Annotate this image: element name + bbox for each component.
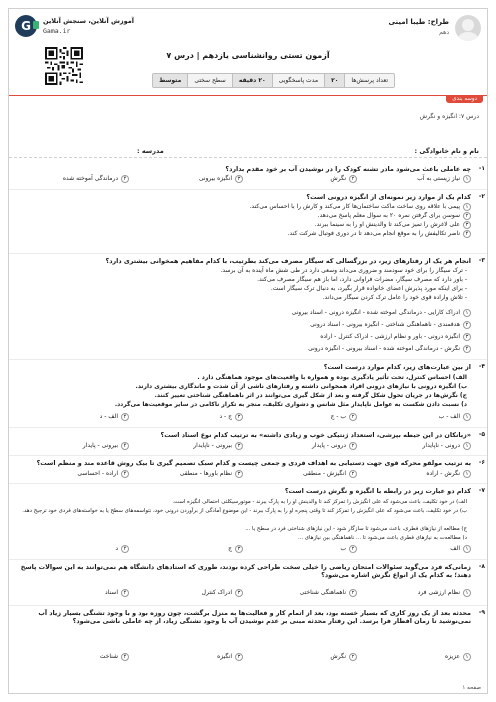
option-badge: ۱ bbox=[463, 413, 471, 421]
option-badge: ۳ bbox=[235, 442, 243, 450]
exam-page bbox=[8, 8, 488, 694]
option-4[interactable] bbox=[15, 589, 129, 597]
option-text: انگیزش - منطقی bbox=[302, 470, 346, 477]
option-4[interactable] bbox=[15, 230, 471, 239]
option-text: اراده - احساسی bbox=[77, 470, 118, 477]
divider bbox=[9, 483, 487, 484]
question-number: ۷- bbox=[478, 487, 485, 494]
option-text: نظام ارزشی فرد bbox=[417, 589, 460, 596]
option-badge: ۳ bbox=[235, 470, 243, 478]
option-badge: ۳ bbox=[235, 653, 243, 661]
divider bbox=[9, 253, 487, 254]
option-3[interactable] bbox=[15, 221, 471, 230]
option-3[interactable] bbox=[129, 442, 243, 450]
question-stem: کدام دو عبارت زیر در رابطه با انگیزه و نگرش درست است؟ bbox=[284, 487, 471, 495]
option-1[interactable] bbox=[15, 309, 471, 321]
statement: الف) در خود تکلیف، باعث می‌شود که علی انگیزش را تمرکز کند تا والدینش او را به پارک ببرند - موتورسیکلتی احتمالی انگیزه است. bbox=[172, 499, 467, 505]
options-row bbox=[15, 545, 471, 553]
option-text: نیاز زیستی به آب bbox=[417, 175, 460, 182]
info-label-difficulty: سطح سختی bbox=[187, 74, 231, 87]
option-badge: ۲ bbox=[349, 442, 357, 450]
option-badge: ۳ bbox=[235, 545, 243, 553]
question-number: ۵- bbox=[478, 431, 485, 438]
option-text: ج - د bbox=[219, 413, 232, 420]
option-badge: ۴ bbox=[121, 545, 129, 553]
statement: ب) در خود تکلیف، باعث می‌شود که علی انگیزش را تمرکز کند تا وقتی پنجره او را به پارک ببرند - این موضوع آمادگی از برآوردن درونی خود، نتواسمه‌های سطح یا به خواسته‌های فردی خود ترجیح دهد. bbox=[22, 508, 467, 514]
option-badge: ۳ bbox=[463, 221, 471, 229]
option-badge: ۴ bbox=[121, 653, 129, 661]
option-text: نگرش bbox=[330, 653, 346, 660]
question-stem: کدام یک از موارد زیر نمونه‌ای از انگیزه درونی است؟ bbox=[306, 193, 471, 201]
question-8 bbox=[9, 563, 487, 603]
option-4[interactable] bbox=[15, 653, 129, 661]
option-text: نگرش bbox=[330, 175, 346, 182]
option-text: نظام باورها - منطقی bbox=[179, 470, 232, 477]
section-subtitle: درس ۷: انگیزه و نگرش bbox=[419, 113, 479, 120]
option-badge: ۳ bbox=[235, 175, 243, 183]
statement: ج) نگرش‌ها در جریان تحول شکل گرفته و بعد از شکل گیری می‌توانند در اثر ناهماهنگی شناختی تغییر کنند. bbox=[154, 392, 467, 399]
question-stem: انجام هر یک از رفتارهای زیر، در بزرگسالی که سیگار مصرف می‌کند بطرتیب، با کدام مفاهیم همخوانی بیشتری دارد؟ bbox=[105, 257, 471, 265]
student-info-line bbox=[17, 147, 479, 155]
option-text: انگیزه بیرونی bbox=[198, 175, 232, 182]
option-badge: ۱ bbox=[463, 203, 471, 211]
option-badge: ۲ bbox=[349, 589, 357, 597]
statement: ب) انگیزه درونی با نیازهای درونی افراد همخوانی داشته و رفتارهای ناشی از آن شدت و ماندگاری بیشتری دارند. bbox=[135, 383, 467, 390]
options-column bbox=[15, 309, 471, 357]
options-row bbox=[15, 413, 471, 421]
option-4[interactable] bbox=[15, 470, 129, 478]
question-number: ۱- bbox=[478, 165, 485, 172]
option-text: ادراک کنترل bbox=[201, 589, 232, 596]
option-text: بیرونی - پایدار bbox=[82, 442, 118, 449]
option-text: پیمی با علاقه روی ساخت ماکت ساختمان‌ها کار می‌کند و کارش را با احساس می‌کند. bbox=[249, 203, 460, 210]
option-2[interactable] bbox=[243, 545, 357, 553]
statement: د) مطالعه‌ت به نیازهای فطری باعث می‌شود تا ... ناهماهنگی بین نیازهای ... bbox=[297, 535, 467, 541]
question-number: ۶- bbox=[478, 459, 485, 466]
option-badge: ۴ bbox=[463, 345, 471, 353]
info-value-questions: ۲۰ bbox=[324, 74, 344, 87]
option-badge: ۴ bbox=[121, 442, 129, 450]
student-name-label: نام و نام خانوادگی : bbox=[414, 147, 479, 155]
option-text: درماندگی آموخته شده bbox=[62, 175, 118, 182]
option-text: نگرش - درماندگی آموخته شده - اسناد بیرونی - انگیزه درونی bbox=[308, 345, 460, 352]
question-stem: چه عاملی باعث می‌شود مادر تشنه کودک را در نوشیدن آب بر خود مقدم بدارد؟ bbox=[225, 165, 471, 173]
statement: ج) مطالعه از نیازهای فطری، باعث می‌شود تا سازگار شود - این نیازهای شناختی فرد در سطح یا ... bbox=[245, 526, 467, 532]
option-2[interactable] bbox=[243, 442, 357, 450]
page-number: صفحه ۱ bbox=[462, 685, 481, 691]
statement: د) نسبت دادن شکست به عوامل ناپایدار مثل شانس و دشواری تکلیف، منجر به تکرار ناکامی در سایر موقعیت‌ها می‌گردد. bbox=[114, 401, 467, 408]
options-row bbox=[15, 653, 471, 661]
option-text: ادراک کارایی - درماندگی آموخته شده - انگیزه درونی - اسناد بیرونی bbox=[291, 309, 460, 316]
options-column bbox=[15, 203, 471, 239]
option-badge: ۲ bbox=[349, 175, 357, 183]
option-badge: ۳ bbox=[463, 333, 471, 341]
option-badge: ۳ bbox=[235, 589, 243, 597]
question-1 bbox=[9, 165, 487, 187]
question-stem: «زبانکان در این حیطه بپزشی، استعداد ژنتیکی خوب و زیادی داشته» به ترتیب کدام نوع اسناد است؟ bbox=[160, 431, 471, 439]
statement: الف) احساس کنترل، تحت تأثیر یادگیری بوده و همواره با واقعیت‌های موجود هماهنگی دارد . bbox=[197, 374, 467, 381]
section-bar bbox=[9, 95, 487, 103]
question-4 bbox=[9, 363, 487, 433]
option-text: علی لاغرش را تمیز می‌کند تا والدینش او را به سینما ببرند. bbox=[314, 221, 460, 228]
option-3[interactable] bbox=[129, 175, 243, 183]
option-2[interactable] bbox=[243, 653, 357, 661]
question-2 bbox=[9, 193, 487, 249]
option-badge: ۲ bbox=[349, 413, 357, 421]
question-number: ۳- bbox=[478, 257, 485, 264]
site-logo: G bbox=[15, 15, 37, 37]
question-stem: زمانی‌که فرد می‌گوید سئوالات امتحان ریاضی را خیلی سخت طراحی کرده بودند، طوری که استادهای دانشگاه هم نمی‌توانند به این سوالات پاسخ دهند؛ به کدام یک از انواع نگرش اشاره می‌شود؟ bbox=[20, 563, 471, 580]
option-badge: ۴ bbox=[121, 470, 129, 478]
option-1[interactable] bbox=[357, 589, 471, 597]
option-text: نگرش - اراده bbox=[426, 470, 460, 477]
option-text: سوسن برای گرفتن نمره ۲۰ به سوال معلم پاسخ می‌دهد. bbox=[317, 212, 460, 219]
avatar bbox=[455, 15, 481, 41]
option-text: ب bbox=[340, 545, 346, 552]
option-1[interactable] bbox=[357, 413, 471, 421]
option-text: هدفمندی - ناهماهنگی شناختی - انگیزه بیرونی - اسناد درونی bbox=[310, 321, 460, 328]
option-badge: ۲ bbox=[463, 321, 471, 329]
question-number: ۸- bbox=[478, 563, 485, 570]
grade-label: دهم bbox=[439, 29, 449, 36]
site-name: آموزش آنلاین، سنجش آنلاین bbox=[43, 17, 135, 25]
option-2[interactable] bbox=[243, 589, 357, 597]
exam-header bbox=[9, 9, 487, 91]
info-label-questions: تعداد پرسش‌ها bbox=[344, 74, 394, 87]
question-number: ۴- bbox=[478, 363, 485, 370]
option-badge: ۱ bbox=[463, 309, 471, 317]
option-text: اسناد bbox=[104, 589, 118, 596]
options-row bbox=[15, 589, 471, 597]
statement: - برای اینکه مورد پذیرش اعضای خانواده قرار بگیرد، به دنبال ترک سیگار است. bbox=[270, 285, 467, 292]
option-text: انگیزه bbox=[217, 653, 232, 660]
school-label: مدرسه : bbox=[137, 147, 164, 155]
option-badge: ۴ bbox=[121, 413, 129, 421]
option-badge: ۱ bbox=[463, 470, 471, 478]
option-3[interactable] bbox=[129, 545, 243, 553]
option-badge: ۱ bbox=[463, 545, 471, 553]
option-badge: ۱ bbox=[463, 589, 471, 597]
divider bbox=[9, 157, 487, 158]
question-7 bbox=[9, 487, 487, 569]
option-text: انگیزه درونی - باور و نظام ارزشی - ادراک کنترل - اراده bbox=[320, 333, 460, 340]
option-2[interactable] bbox=[15, 321, 471, 333]
question-5 bbox=[9, 431, 487, 453]
option-badge: ۲ bbox=[349, 653, 357, 661]
option-4[interactable] bbox=[15, 345, 471, 357]
option-text: درونی - پایدار bbox=[312, 442, 346, 449]
question-stem: محدثه بعد از یک روز کاری که بسیار خسته بود، بعد از اتمام کار و فعالیت‌ها به منزل برگشت، چون روزه بود و با وجود تشنگی بسیار زیاد آب نمی‌نوشید تا زمان افطار فرا برسد. این رفتار محدثه مبنی بر عدم نوشیدن آب با وجود تشنگی زیاد، از چه عاملی ناشی می‌شود؟ bbox=[38, 609, 471, 626]
divider bbox=[9, 189, 487, 190]
option-text: د bbox=[115, 545, 118, 552]
divider bbox=[9, 455, 487, 456]
question-stem: به ترتیب مولفو محرکه قوی جهت دستیابی به اهداف فردی و جمعی چیست و کدام سبک تصمیم گیری تا بیک روش قاعده مند و منظم است؟ bbox=[36, 459, 471, 467]
divider bbox=[9, 559, 487, 560]
question-number: ۹- bbox=[478, 609, 485, 616]
option-text: عزیزه bbox=[444, 653, 460, 660]
exam-title: آزمون تستی روانشناسی یازدهم | درس ۷ bbox=[166, 51, 330, 60]
question-stem: از بین عبارت‌های زیر، کدام موارد درست است؟ bbox=[323, 363, 471, 371]
statement: - باور دارد که مصرف سیگار، مضرات فراوانی دارد، اما باز هم سیگار مصرف می‌کند. bbox=[257, 276, 467, 283]
divider bbox=[9, 359, 487, 360]
option-text: الف - د bbox=[99, 413, 118, 420]
option-3[interactable] bbox=[129, 470, 243, 478]
option-badge: ۲ bbox=[463, 212, 471, 220]
option-text: ناهماهنگی شناختی bbox=[299, 589, 346, 596]
info-label-duration: مدت پاسخگویی bbox=[272, 74, 324, 87]
option-2[interactable] bbox=[15, 212, 471, 221]
option-3[interactable] bbox=[129, 589, 243, 597]
option-3[interactable] bbox=[129, 413, 243, 421]
option-badge: ۴ bbox=[121, 175, 129, 183]
option-1[interactable] bbox=[357, 470, 471, 478]
site-url: Gama.ir bbox=[43, 27, 71, 35]
info-value-difficulty: متوسط bbox=[153, 74, 187, 87]
option-1[interactable] bbox=[357, 653, 471, 661]
option-4[interactable] bbox=[15, 413, 129, 421]
option-2[interactable] bbox=[243, 175, 357, 183]
designer-name: طراح: طیبا امینی bbox=[388, 18, 449, 26]
divider bbox=[9, 605, 487, 606]
option-text: ناصر تکالیفش را به موقع انجام می‌دهد تا در دوری فوتبال شرکت کند. bbox=[287, 230, 460, 237]
options-row bbox=[15, 175, 471, 183]
statement: - ترک سیگار را برای خود سودمند و ضروری می‌داند وسعی دارد در طی شش ماه آینده به آن برسد. bbox=[220, 267, 467, 274]
question-9 bbox=[9, 609, 487, 665]
option-text: الف bbox=[450, 545, 460, 552]
statement: - تلاش واراده قوی خود را عامل ترک کردن سیگار می‌داند. bbox=[322, 294, 467, 301]
option-2[interactable] bbox=[243, 470, 357, 478]
option-badge: ۳ bbox=[235, 413, 243, 421]
option-1[interactable] bbox=[357, 442, 471, 450]
option-badge: ۲ bbox=[349, 470, 357, 478]
option-3[interactable] bbox=[15, 333, 471, 345]
info-value-duration: ۲۰ دقیقه bbox=[232, 74, 272, 87]
option-badge: ۴ bbox=[463, 230, 471, 238]
options-row bbox=[15, 470, 471, 478]
question-number: ۲- bbox=[478, 193, 485, 200]
option-badge: ۱ bbox=[463, 442, 471, 450]
question-6 bbox=[9, 459, 487, 481]
option-1[interactable] bbox=[357, 545, 471, 553]
option-text: شناخت bbox=[99, 653, 118, 660]
exam-info-table bbox=[152, 73, 395, 88]
option-2[interactable] bbox=[243, 413, 357, 421]
option-3[interactable] bbox=[129, 653, 243, 661]
option-4[interactable] bbox=[15, 175, 129, 183]
option-text: الف - ب bbox=[438, 413, 460, 420]
option-badge: ۱ bbox=[463, 175, 471, 183]
option-text: ج bbox=[228, 545, 232, 552]
option-badge: ۲ bbox=[349, 545, 357, 553]
options-row bbox=[15, 442, 471, 450]
option-1[interactable] bbox=[357, 175, 471, 183]
option-badge: ۴ bbox=[121, 589, 129, 597]
section-tag: دوسه بندی bbox=[446, 95, 483, 103]
option-4[interactable] bbox=[15, 545, 129, 553]
option-text: درونی - ناپایدار bbox=[422, 442, 460, 449]
option-4[interactable] bbox=[15, 442, 129, 450]
option-text: بیرونی - ناپایدار bbox=[193, 442, 232, 449]
option-1[interactable] bbox=[15, 203, 471, 212]
option-text: ب - ج bbox=[330, 413, 346, 420]
option-badge: ۱ bbox=[463, 653, 471, 661]
divider bbox=[9, 427, 487, 428]
